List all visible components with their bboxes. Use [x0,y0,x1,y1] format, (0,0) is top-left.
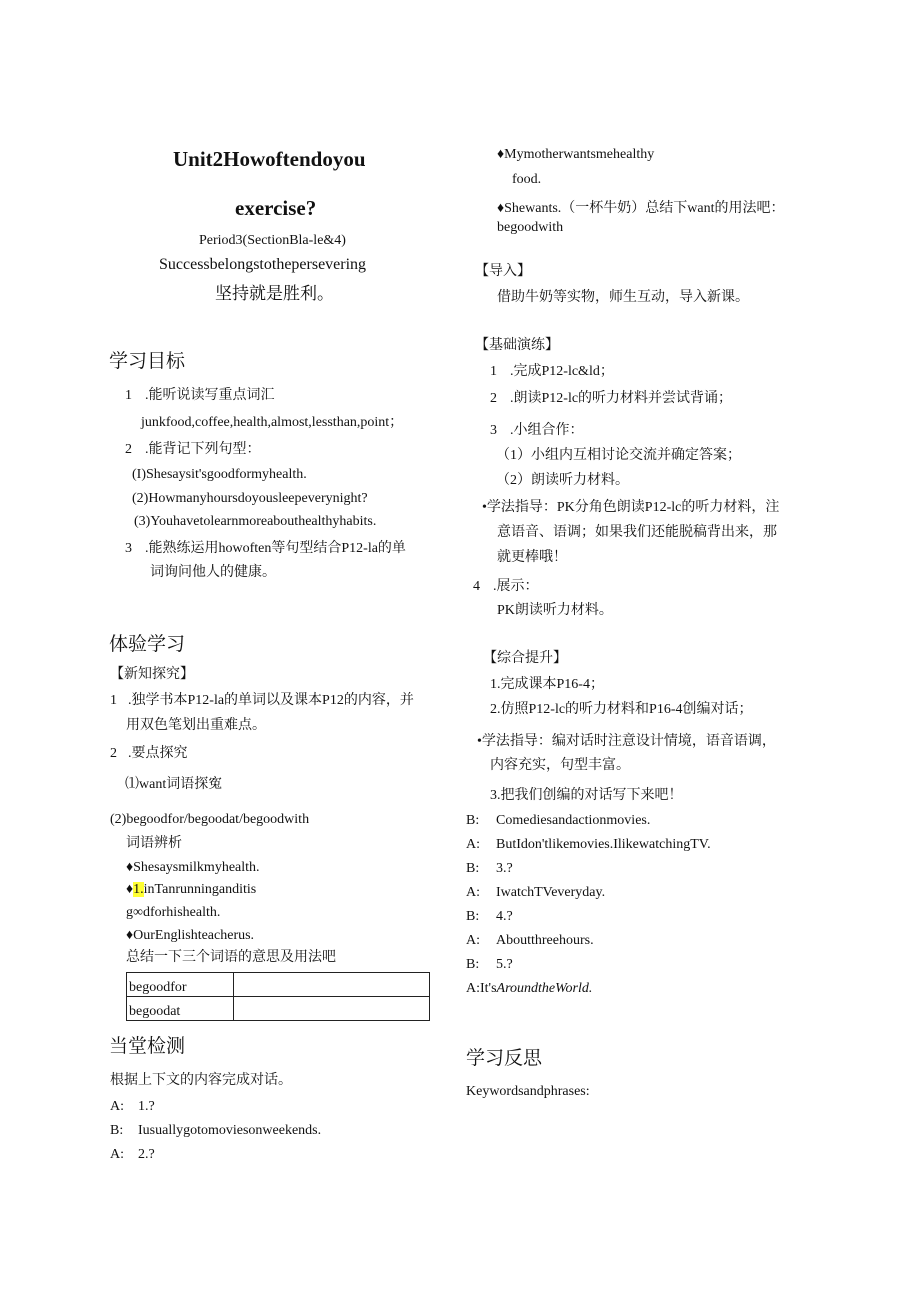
basic-2-num: 2 [490,391,497,406]
sentence-1: (I)Shesaysit'sgoodformyhealth. [132,467,307,482]
want-example-2: ♦Shewants.（一杯牛奶）总结下want的用法吧： [497,201,785,216]
basic-heading: 【基础演练】 [475,338,559,353]
word-table [126,972,430,1021]
dialog-speaker: B: [466,957,480,972]
check-line: Iusuallygotomoviesonweekends. [138,1123,322,1138]
dialog-speaker: B: [466,861,480,876]
dialog-line: Comediesandactionmovies. [496,813,651,828]
goal-vocab: junkfood,coffee,health,almost,lessthan,point； [141,415,404,430]
table-row [127,997,430,1021]
basic-4-a: PK朗读听力材料。 [497,603,613,618]
exp-heading: 体验学习 [109,633,186,655]
goal-1: .能听说读写重点词汇 [145,388,275,403]
diamond-bullet: ♦ [126,882,134,897]
dialog-line: Aboutthreehours. [496,933,594,948]
reflect-heading: 学习反思 [466,1047,543,1069]
dialog-last-title: AroundtheWorld. [496,981,593,996]
basic-1: .完成P12-lc&ld； [510,364,614,379]
goal-3-num: 3 [125,541,132,556]
sentence-2: (2)Howmanyhoursdoyousleepeverynight? [132,491,368,506]
exp-1-num: 1 [110,693,117,708]
guide-2-line2: 内容充实，句型丰富。 [490,758,630,773]
intro-text: 借助牛奶等实物，师生互动，导入新课。 [497,290,749,305]
table-cell-blank[interactable] [234,997,430,1021]
guide-1-line2: 意语音、语调；如果我们还能脱稿背出来，那 [497,525,777,540]
dialog-line: IwatchTVeveryday. [496,885,606,900]
summary-instruction: 总结一下三个词语的意思及用法吧 [126,950,336,965]
example-1: ♦Shesaysmilkmyhealth. [126,860,260,875]
dialog-speaker: B: [466,909,480,924]
want-example-1: ♦Mymotherwantsmehealthy [497,147,655,162]
goal-3-line2: 词询问他人的健康。 [150,565,276,580]
period-label: Period3(SectionBla-le&4) [199,233,346,248]
title-line1: Unit2Howoftendoyou [173,147,366,171]
begood-explore: (2)begoodfor/begoodat/begoodwith [110,812,310,827]
basic-2: .朗读P12-lc的听力材料并尝试背诵； [510,391,733,406]
want-example-1b: food. [512,172,542,187]
dialog-line: 5.? [496,957,513,972]
check-instruction: 根据上下文的内容完成对话。 [110,1073,292,1088]
highlight-mark: 1. [133,882,144,897]
basic-4: .展示： [493,579,539,594]
want-explore: ⑴want词语探寃 [125,777,223,792]
intro-heading: 【导入】 [475,264,531,279]
comp-heading: 【综合提升】 [483,651,567,666]
guide-1-line3: 就更棒哦！ [497,550,567,565]
basic-3-b: （2）朗读听力材料。 [496,473,629,488]
basic-3: .小组合作： [510,423,584,438]
example-2-line1 [126,881,256,899]
word-discrimination: 词语辨析 [126,836,182,851]
dialog-line: ButIdon'tlikemovies.IlikewatchingTV. [496,837,711,852]
basic-3-num: 3 [490,423,497,438]
motto-zh: 坚持就是胜利。 [215,284,334,304]
dialog-last-line [466,980,592,998]
check-line: 2.? [138,1147,155,1162]
example-2-text: inTanrunninganditis [143,882,257,897]
check-speaker: A: [110,1099,124,1114]
motto-en: Successbelongstothepersevering [159,256,367,273]
dialog-speaker: B: [466,813,480,828]
example-3: ♦OurEnglishteacherus. [126,928,255,943]
exp-subheading: 【新知探究】 [110,667,194,682]
guide-1-line1: •学法指导：PK分角色朗读P12-lc的听力材料，注 [482,500,780,515]
check-speaker: B: [110,1123,124,1138]
dialog-last-prefix: A:It's [466,981,497,996]
dialog-line: 4.? [496,909,513,924]
goal-1-num: 1 [125,388,132,403]
sentence-3: (3)Youhavetolearnmoreabouthealthyhabits. [134,514,377,529]
guide-2-line1: •学法指导：编对话时注意设计情境，语音语调， [477,734,776,749]
comp-3: 3.把我们创编的对话写下来吧！ [490,788,683,803]
goal-3-line1: .能熟练运用howoften等句型结合P12-la的单 [145,541,406,556]
basic-3-a: （1）小组内互相讨论交流并确定答案； [496,448,741,463]
dialog-line: 3.? [496,861,513,876]
goals-heading: 学习目标 [109,350,186,372]
comp-1: 1.完成课本P16-4； [490,677,604,692]
check-heading: 当堂检测 [109,1035,186,1057]
table-cell-blank[interactable] [234,973,430,997]
title-line2: exercise? [235,196,317,220]
example-2-line2: g∞dforhishealth. [126,905,221,920]
goal-2: .能背记下列句型： [145,442,261,457]
keywords-label: Keywordsandphrases: [466,1084,590,1099]
check-line: 1.? [138,1099,155,1114]
check-speaker: A: [110,1147,124,1162]
want-example-2b: begoodwith [497,220,564,235]
basic-1-num: 1 [490,364,497,379]
exp-2-num: 2 [110,746,117,761]
basic-4-num: 4 [473,579,480,594]
table-cell: begoodfor [127,973,234,997]
comp-2: 2.仿照P12-lc的听力材料和P16-4创编对话； [490,702,753,717]
table-cell: begoodat [127,997,234,1021]
exp-2: .要点探究 [128,746,188,761]
exp-1-line2: 用双色笔划出重难点。 [126,718,266,733]
dialog-speaker: A: [466,885,480,900]
dialog-speaker: A: [466,933,480,948]
goal-2-num: 2 [125,442,132,457]
dialog-speaker: A: [466,837,480,852]
exp-1-line1: .独学书本P12-la的单词以及课本P12的内容，并 [128,693,414,708]
table-row [127,973,430,997]
